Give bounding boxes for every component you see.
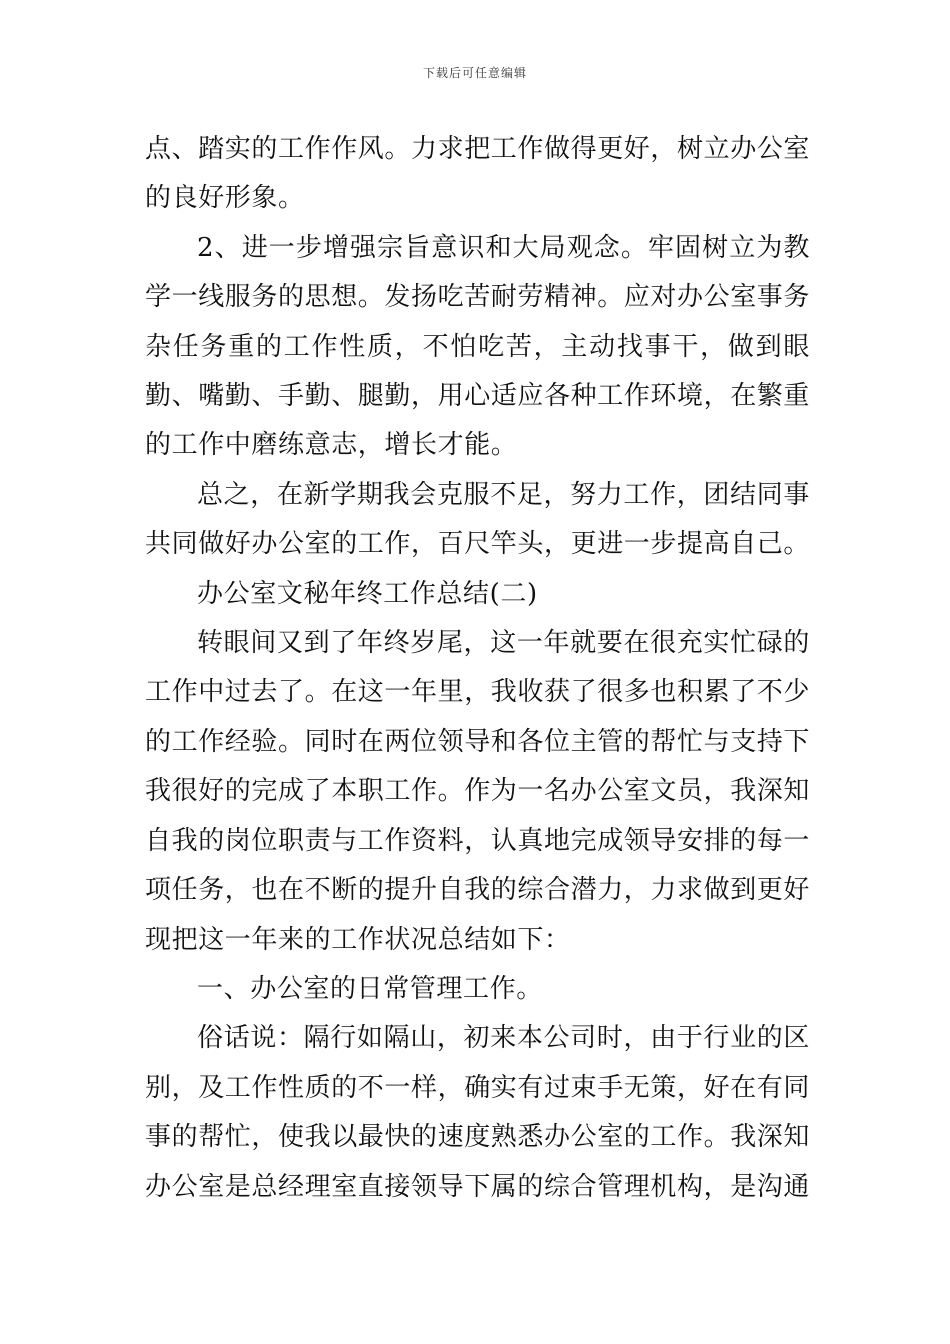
document-body	[145, 125, 810, 1212]
paragraph-point-2: 2、进一步增强宗旨意识和大局观念。牢固树立为教学一线服务的思想。发扬吃苦耐劳精神。应对办公室事务杂任务重的工作性质，不怕吃苦，主动找事干，做到眼勤、嘴勤、手勤、腿勤，用心适应各种工作环境，在繁重的工作中磨练意志，增长才能。	[145, 232, 811, 461]
paragraph-intro: 转眼间又到了年终岁尾，这一年就要在很充实忙碌的工作中过去了。在这一年里，我收获了很多也积累了不少的工作经验。同时在两位领导和各位主管的帮忙与支持下我很好的完成了本职工作。作为一名办公室文员，我深知自我的岗位职责与工作资料，认真地完成领导安排的每一项任务，也在不断的提升自我的综合潜力，力求做到更好现把这一年来的工作状况总结如下：	[145, 628, 811, 955]
section-heading-1: 一、办公室的日常管理工作。	[197, 973, 543, 1004]
paragraph-daily-management: 俗话说：隔行如隔山，初来本公司时，由于行业的区别，及工作性质的不一样，确实有过束手无策，好在有同事的帮忙，使我以最快的速度熟悉办公室的工作。我深知办公室是总经理室直接领导下属的综合管理机构，是沟通	[145, 1023, 811, 1202]
paragraph-continuation: 点、踏实的工作作风。力求把工作做得更好，树立办公室的良好形象。	[145, 134, 811, 214]
section-title: 办公室文秘年终工作总结(二)	[197, 578, 538, 609]
paragraph-conclusion: 总之，在新学期我会克服不足，努力工作，团结同事共同做好办公室的工作，百尺竿头，更进一步提高自己。	[145, 479, 811, 560]
page-header-note: 下载后可任意编辑	[422, 66, 527, 80]
